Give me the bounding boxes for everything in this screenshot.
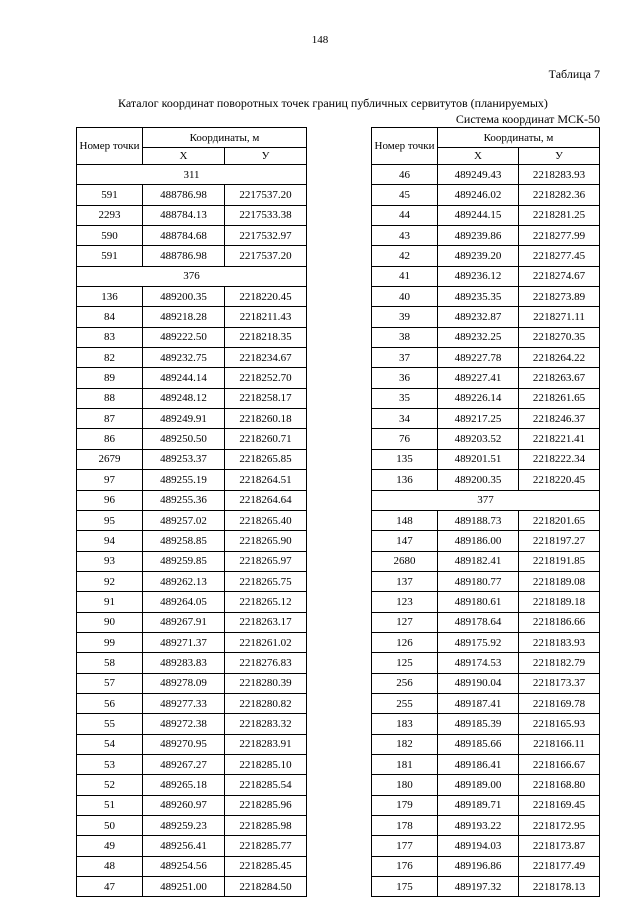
y-coordinate-cell: 2218189.18 xyxy=(519,592,600,612)
y-coordinate-cell: 2218265.12 xyxy=(225,592,307,612)
y-coordinate-cell: 2218183.93 xyxy=(519,632,600,652)
document-title: Каталог координат поворотных точек границ публичных сервитутов (планируемых) xyxy=(118,96,548,110)
x-coordinate-cell: 489257.02 xyxy=(143,510,225,530)
point-number-cell: 591 xyxy=(77,185,143,205)
group-number: 376 xyxy=(77,266,307,286)
y-coordinate-cell: 2218168.80 xyxy=(519,775,600,795)
y-coordinate-cell: 2218178.13 xyxy=(519,877,600,897)
x-coordinate-cell: 489227.41 xyxy=(438,368,519,388)
point-number-cell: 90 xyxy=(77,612,143,632)
x-coordinate-cell: 489182.41 xyxy=(438,551,519,571)
table-row xyxy=(77,226,307,246)
y-column-header: У xyxy=(225,148,307,165)
x-coordinate-cell: 489188.73 xyxy=(438,510,519,530)
table-row xyxy=(372,246,600,266)
x-coordinate-cell: 489185.66 xyxy=(438,734,519,754)
coordinates-header: Координаты, м xyxy=(438,128,600,148)
point-number-cell: 82 xyxy=(77,348,143,368)
x-coordinate-cell: 489178.64 xyxy=(438,612,519,632)
x-coordinate-cell: 489190.04 xyxy=(438,673,519,693)
x-coordinate-cell: 489258.85 xyxy=(143,531,225,551)
y-coordinate-cell: 2218283.91 xyxy=(225,734,307,754)
y-coordinate-cell: 2218271.11 xyxy=(519,307,600,327)
table-row xyxy=(372,836,600,856)
y-coordinate-cell: 2218285.98 xyxy=(225,816,307,836)
table-row xyxy=(372,510,600,530)
group-row xyxy=(77,165,307,185)
x-coordinate-cell: 489271.37 xyxy=(143,632,225,652)
table-row xyxy=(372,551,600,571)
table-row xyxy=(77,470,307,490)
x-coordinate-cell: 488784.13 xyxy=(143,205,225,225)
x-coordinate-cell: 489255.19 xyxy=(143,470,225,490)
x-coordinate-cell: 489244.14 xyxy=(143,368,225,388)
table-row xyxy=(372,592,600,612)
point-number-cell: 180 xyxy=(372,775,438,795)
y-coordinate-cell: 2218284.50 xyxy=(225,877,307,897)
x-coordinate-cell: 489265.18 xyxy=(143,775,225,795)
table-row xyxy=(77,673,307,693)
point-number-cell: 35 xyxy=(372,388,438,408)
y-coordinate-cell: 2218264.22 xyxy=(519,348,600,368)
point-number-cell: 58 xyxy=(77,653,143,673)
table-row xyxy=(372,307,600,327)
y-coordinate-cell: 2218182.79 xyxy=(519,653,600,673)
point-number-cell: 42 xyxy=(372,246,438,266)
table-row xyxy=(77,205,307,225)
table-row xyxy=(372,877,600,897)
y-coordinate-cell: 2218169.45 xyxy=(519,795,600,815)
table-row xyxy=(372,388,600,408)
y-coordinate-cell: 2218197.27 xyxy=(519,531,600,551)
y-coordinate-cell: 2218263.17 xyxy=(225,612,307,632)
table-row xyxy=(372,856,600,876)
point-number-cell: 2679 xyxy=(77,449,143,469)
table-row xyxy=(77,836,307,856)
x-coordinate-cell: 489259.23 xyxy=(143,816,225,836)
x-coordinate-cell: 489264.05 xyxy=(143,592,225,612)
y-coordinate-cell: 2218166.67 xyxy=(519,754,600,774)
table-row xyxy=(372,816,600,836)
point-number-cell: 41 xyxy=(372,266,438,286)
point-number-cell: 91 xyxy=(77,592,143,612)
y-coordinate-cell: 2218186.66 xyxy=(519,612,600,632)
point-number-cell: 44 xyxy=(372,205,438,225)
table-row xyxy=(77,429,307,449)
table-row xyxy=(77,775,307,795)
group-number: 311 xyxy=(77,165,307,185)
y-coordinate-cell: 2218260.71 xyxy=(225,429,307,449)
table-row xyxy=(77,571,307,591)
point-number-cell: 148 xyxy=(372,510,438,530)
point-number-cell: 590 xyxy=(77,226,143,246)
table-row xyxy=(372,612,600,632)
point-number-header: Номер точки xyxy=(77,128,143,165)
coordinates-header: Координаты, м xyxy=(143,128,307,148)
point-number-cell: 50 xyxy=(77,816,143,836)
table-row xyxy=(77,449,307,469)
y-coordinate-cell: 2218172.95 xyxy=(519,816,600,836)
y-coordinate-cell: 2218173.37 xyxy=(519,673,600,693)
point-number-cell: 96 xyxy=(77,490,143,510)
table-row xyxy=(372,754,600,774)
point-number-cell: 86 xyxy=(77,429,143,449)
point-number-cell: 2680 xyxy=(372,551,438,571)
table-row xyxy=(77,653,307,673)
page-number: 148 xyxy=(311,34,329,46)
y-coordinate-cell: 2218252.70 xyxy=(225,368,307,388)
x-coordinate-cell: 488786.98 xyxy=(143,246,225,266)
point-number-cell: 57 xyxy=(77,673,143,693)
x-coordinate-cell: 489218.28 xyxy=(143,307,225,327)
point-number-cell: 54 xyxy=(77,734,143,754)
point-number-cell: 92 xyxy=(77,571,143,591)
y-coordinate-cell: 2218285.45 xyxy=(225,856,307,876)
x-coordinate-cell: 489249.43 xyxy=(438,165,519,185)
y-coordinate-cell: 2218211.43 xyxy=(225,307,307,327)
table-row xyxy=(77,816,307,836)
y-coordinate-cell: 2218264.64 xyxy=(225,490,307,510)
x-column-header: X xyxy=(438,148,519,165)
x-coordinate-cell: 489232.25 xyxy=(438,327,519,347)
y-coordinate-cell: 2218274.67 xyxy=(519,266,600,286)
point-number-cell: 97 xyxy=(77,470,143,490)
table-row xyxy=(372,449,600,469)
point-number-cell: 95 xyxy=(77,510,143,530)
table-row xyxy=(77,409,307,429)
y-coordinate-cell: 2218189.08 xyxy=(519,571,600,591)
y-coordinate-cell: 2218165.93 xyxy=(519,714,600,734)
coordinate-system-label: Система координат МСК-50 xyxy=(455,112,600,126)
y-coordinate-cell: 2218169.78 xyxy=(519,693,600,713)
table-row xyxy=(372,348,600,368)
point-number-cell: 38 xyxy=(372,327,438,347)
table-row xyxy=(372,266,600,286)
x-coordinate-cell: 489217.25 xyxy=(438,409,519,429)
table-row xyxy=(77,592,307,612)
x-coordinate-cell: 488786.98 xyxy=(143,185,225,205)
y-coordinate-cell: 2218173.87 xyxy=(519,836,600,856)
y-coordinate-cell: 2218265.75 xyxy=(225,571,307,591)
table-row xyxy=(372,429,600,449)
table-row xyxy=(77,368,307,388)
x-coordinate-cell: 489272.38 xyxy=(143,714,225,734)
y-coordinate-cell: 2218177.49 xyxy=(519,856,600,876)
y-coordinate-cell: 2218273.89 xyxy=(519,287,600,307)
point-number-cell: 2293 xyxy=(77,205,143,225)
table-row xyxy=(77,246,307,266)
y-coordinate-cell: 2218222.34 xyxy=(519,449,600,469)
x-coordinate-cell: 489196.86 xyxy=(438,856,519,876)
point-number-cell: 37 xyxy=(372,348,438,368)
point-number-cell: 48 xyxy=(77,856,143,876)
x-coordinate-cell: 489283.83 xyxy=(143,653,225,673)
x-coordinate-cell: 489260.97 xyxy=(143,795,225,815)
y-coordinate-cell: 2218283.93 xyxy=(519,165,600,185)
y-coordinate-cell: 2218265.90 xyxy=(225,531,307,551)
point-number-cell: 179 xyxy=(372,795,438,815)
table-row xyxy=(372,571,600,591)
x-coordinate-cell: 489197.32 xyxy=(438,877,519,897)
y-coordinate-cell: 2218280.82 xyxy=(225,693,307,713)
table-row xyxy=(77,490,307,510)
point-number-cell: 125 xyxy=(372,653,438,673)
y-coordinate-cell: 2218283.32 xyxy=(225,714,307,734)
point-number-cell: 34 xyxy=(372,409,438,429)
x-coordinate-cell: 489187.41 xyxy=(438,693,519,713)
group-row xyxy=(372,490,600,510)
point-number-cell: 45 xyxy=(372,185,438,205)
x-coordinate-cell: 489201.51 xyxy=(438,449,519,469)
x-coordinate-cell: 489189.71 xyxy=(438,795,519,815)
table-row xyxy=(372,287,600,307)
table-row xyxy=(372,734,600,754)
y-coordinate-cell: 2218265.85 xyxy=(225,449,307,469)
y-coordinate-cell: 2218220.45 xyxy=(519,470,600,490)
x-coordinate-cell: 489249.91 xyxy=(143,409,225,429)
table-row xyxy=(372,409,600,429)
y-coordinate-cell: 2217532.97 xyxy=(225,226,307,246)
x-coordinate-cell: 489277.33 xyxy=(143,693,225,713)
x-coordinate-cell: 489203.52 xyxy=(438,429,519,449)
x-coordinate-cell: 489244.15 xyxy=(438,205,519,225)
table-row xyxy=(372,673,600,693)
point-number-cell: 94 xyxy=(77,531,143,551)
x-coordinate-cell: 489236.12 xyxy=(438,266,519,286)
group-row xyxy=(77,266,307,286)
table-row xyxy=(77,287,307,307)
x-coordinate-cell: 489278.09 xyxy=(143,673,225,693)
table-row xyxy=(77,348,307,368)
coordinates-table-left xyxy=(76,127,307,897)
x-coordinate-cell: 489227.78 xyxy=(438,348,519,368)
point-number-cell: 181 xyxy=(372,754,438,774)
point-number-cell: 256 xyxy=(372,673,438,693)
y-coordinate-cell: 2218277.99 xyxy=(519,226,600,246)
x-coordinate-cell: 489193.22 xyxy=(438,816,519,836)
table-row xyxy=(372,714,600,734)
x-coordinate-cell: 489186.41 xyxy=(438,754,519,774)
x-coordinate-cell: 489250.50 xyxy=(143,429,225,449)
point-number-cell: 52 xyxy=(77,775,143,795)
point-number-cell: 126 xyxy=(372,632,438,652)
table-row xyxy=(77,795,307,815)
table-row xyxy=(77,693,307,713)
group-number: 377 xyxy=(372,490,600,510)
table-row xyxy=(77,714,307,734)
point-number-cell: 136 xyxy=(77,287,143,307)
x-coordinate-cell: 489175.92 xyxy=(438,632,519,652)
x-coordinate-cell: 489186.00 xyxy=(438,531,519,551)
table-row xyxy=(372,165,600,185)
table-row xyxy=(77,307,307,327)
point-number-cell: 47 xyxy=(77,877,143,897)
x-coordinate-cell: 489256.41 xyxy=(143,836,225,856)
point-number-cell: 83 xyxy=(77,327,143,347)
y-coordinate-cell: 2218285.54 xyxy=(225,775,307,795)
table-row xyxy=(77,510,307,530)
y-coordinate-cell: 2218281.25 xyxy=(519,205,600,225)
point-number-cell: 137 xyxy=(372,571,438,591)
x-coordinate-cell: 489267.27 xyxy=(143,754,225,774)
point-number-cell: 49 xyxy=(77,836,143,856)
x-coordinate-cell: 489194.03 xyxy=(438,836,519,856)
table-row xyxy=(77,632,307,652)
table-row xyxy=(372,368,600,388)
y-coordinate-cell: 2218166.11 xyxy=(519,734,600,754)
point-number-cell: 93 xyxy=(77,551,143,571)
table-row xyxy=(372,693,600,713)
x-coordinate-cell: 489246.02 xyxy=(438,185,519,205)
point-number-cell: 182 xyxy=(372,734,438,754)
point-number-cell: 123 xyxy=(372,592,438,612)
y-coordinate-cell: 2218261.02 xyxy=(225,632,307,652)
y-coordinate-cell: 2218246.37 xyxy=(519,409,600,429)
y-coordinate-cell: 2218285.77 xyxy=(225,836,307,856)
y-coordinate-cell: 2218218.35 xyxy=(225,327,307,347)
table-row xyxy=(372,795,600,815)
x-coordinate-cell: 489200.35 xyxy=(143,287,225,307)
point-number-cell: 135 xyxy=(372,449,438,469)
y-coordinate-cell: 2218221.41 xyxy=(519,429,600,449)
table-row xyxy=(77,185,307,205)
x-coordinate-cell: 489232.75 xyxy=(143,348,225,368)
x-coordinate-cell: 489254.56 xyxy=(143,856,225,876)
x-coordinate-cell: 489222.50 xyxy=(143,327,225,347)
x-coordinate-cell: 489174.53 xyxy=(438,653,519,673)
point-number-cell: 178 xyxy=(372,816,438,836)
point-number-cell: 51 xyxy=(77,795,143,815)
point-number-cell: 591 xyxy=(77,246,143,266)
x-coordinate-cell: 489235.35 xyxy=(438,287,519,307)
y-coordinate-cell: 2218265.97 xyxy=(225,551,307,571)
point-number-cell: 175 xyxy=(372,877,438,897)
x-coordinate-cell: 489253.37 xyxy=(143,449,225,469)
table-row xyxy=(77,754,307,774)
table-row xyxy=(372,531,600,551)
point-number-cell: 87 xyxy=(77,409,143,429)
point-number-cell: 183 xyxy=(372,714,438,734)
y-coordinate-cell: 2218285.10 xyxy=(225,754,307,774)
point-number-cell: 84 xyxy=(77,307,143,327)
y-coordinate-cell: 2218265.40 xyxy=(225,510,307,530)
coordinates-table-right xyxy=(371,127,600,897)
y-coordinate-cell: 2218191.85 xyxy=(519,551,600,571)
x-coordinate-cell: 489232.87 xyxy=(438,307,519,327)
x-column-header: X xyxy=(143,148,225,165)
y-column-header: У xyxy=(519,148,600,165)
point-number-cell: 99 xyxy=(77,632,143,652)
y-coordinate-cell: 2218263.67 xyxy=(519,368,600,388)
point-number-cell: 40 xyxy=(372,287,438,307)
point-number-cell: 88 xyxy=(77,388,143,408)
point-number-cell: 255 xyxy=(372,693,438,713)
point-number-cell: 56 xyxy=(77,693,143,713)
x-coordinate-cell: 489239.20 xyxy=(438,246,519,266)
y-coordinate-cell: 2218270.35 xyxy=(519,327,600,347)
x-coordinate-cell: 489200.35 xyxy=(438,470,519,490)
x-coordinate-cell: 489180.61 xyxy=(438,592,519,612)
point-number-cell: 176 xyxy=(372,856,438,876)
point-number-cell: 127 xyxy=(372,612,438,632)
y-coordinate-cell: 2218201.65 xyxy=(519,510,600,530)
y-coordinate-cell: 2218264.51 xyxy=(225,470,307,490)
x-coordinate-cell: 489262.13 xyxy=(143,571,225,591)
y-coordinate-cell: 2218282.36 xyxy=(519,185,600,205)
table-row xyxy=(77,551,307,571)
x-coordinate-cell: 489180.77 xyxy=(438,571,519,591)
table-row xyxy=(372,327,600,347)
point-number-cell: 177 xyxy=(372,836,438,856)
table-row xyxy=(77,734,307,754)
y-coordinate-cell: 2217533.38 xyxy=(225,205,307,225)
x-coordinate-cell: 489251.00 xyxy=(143,877,225,897)
table-row xyxy=(77,327,307,347)
y-coordinate-cell: 2218234.67 xyxy=(225,348,307,368)
table-row xyxy=(372,226,600,246)
y-coordinate-cell: 2218261.65 xyxy=(519,388,600,408)
table-row xyxy=(372,205,600,225)
table-row xyxy=(77,877,307,897)
x-coordinate-cell: 489248.12 xyxy=(143,388,225,408)
table-row xyxy=(77,388,307,408)
point-number-cell: 36 xyxy=(372,368,438,388)
table-row xyxy=(372,185,600,205)
point-number-cell: 53 xyxy=(77,754,143,774)
point-number-cell: 76 xyxy=(372,429,438,449)
point-number-header: Номер точки xyxy=(372,128,438,165)
point-number-cell: 55 xyxy=(77,714,143,734)
y-coordinate-cell: 2217537.20 xyxy=(225,246,307,266)
table-row xyxy=(77,856,307,876)
point-number-cell: 89 xyxy=(77,368,143,388)
x-coordinate-cell: 488784.68 xyxy=(143,226,225,246)
y-coordinate-cell: 2218258.17 xyxy=(225,388,307,408)
point-number-cell: 147 xyxy=(372,531,438,551)
x-coordinate-cell: 489226.14 xyxy=(438,388,519,408)
x-coordinate-cell: 489239.86 xyxy=(438,226,519,246)
x-coordinate-cell: 489270.95 xyxy=(143,734,225,754)
point-number-cell: 46 xyxy=(372,165,438,185)
table-row xyxy=(77,531,307,551)
x-coordinate-cell: 489259.85 xyxy=(143,551,225,571)
table-row xyxy=(372,632,600,652)
y-coordinate-cell: 2218285.96 xyxy=(225,795,307,815)
x-coordinate-cell: 489255.36 xyxy=(143,490,225,510)
point-number-cell: 136 xyxy=(372,470,438,490)
table-row xyxy=(77,612,307,632)
y-coordinate-cell: 2218276.83 xyxy=(225,653,307,673)
point-number-cell: 39 xyxy=(372,307,438,327)
x-coordinate-cell: 489189.00 xyxy=(438,775,519,795)
x-coordinate-cell: 489267.91 xyxy=(143,612,225,632)
point-number-cell: 43 xyxy=(372,226,438,246)
x-coordinate-cell: 489185.39 xyxy=(438,714,519,734)
table-row xyxy=(372,775,600,795)
y-coordinate-cell: 2218260.18 xyxy=(225,409,307,429)
y-coordinate-cell: 2217537.20 xyxy=(225,185,307,205)
y-coordinate-cell: 2218277.45 xyxy=(519,246,600,266)
y-coordinate-cell: 2218220.45 xyxy=(225,287,307,307)
table-row xyxy=(372,470,600,490)
y-coordinate-cell: 2218280.39 xyxy=(225,673,307,693)
table-row xyxy=(372,653,600,673)
table-label: Таблица 7 xyxy=(548,67,600,81)
